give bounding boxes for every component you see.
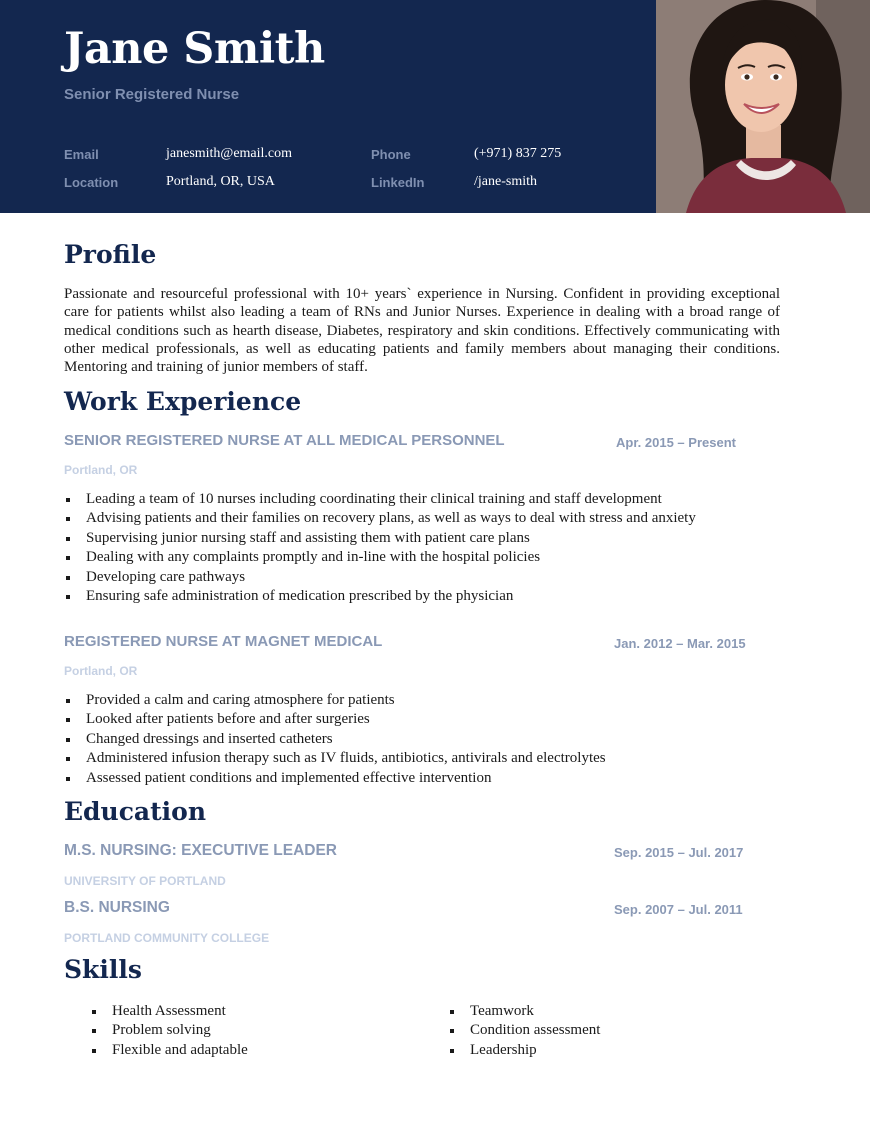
- job-2-location: Portland, OR: [64, 664, 138, 678]
- list-item: Dealing with any complaints promptly and in-line with the hospital policies: [64, 548, 696, 567]
- profile-photo-illustration: [656, 0, 870, 213]
- linkedin-value[interactable]: /jane-smith: [474, 174, 537, 189]
- job-1-location: Portland, OR: [64, 463, 138, 477]
- list-item: Changed dressings and inserted catheters: [64, 730, 606, 749]
- profile-summary: Passionate and resourceful professional with 10+ years` experience in Nursing. Confident in providing exceptional care for patients whilst also leading a team of RNs and Junior Nurses. Experience in dealing with a broad range of medical conditions such as hearth disease, Diabetes, respiratory and skin conditions. Effectively communicating with other medical professionals, as well as educating patients and family members about managing their conditions. Mentoring and training of junior members of staff.: [64, 286, 780, 376]
- list-item: Flexible and adaptable: [90, 1041, 248, 1060]
- list-item: Teamwork: [448, 1002, 600, 1021]
- list-item: Provided a calm and caring atmosphere for patients: [64, 691, 606, 710]
- job-1-dates: Apr. 2015 – Present: [616, 435, 736, 450]
- education-2-degree: B.S. NURSING: [64, 899, 170, 916]
- education-2-school: PORTLAND COMMUNITY COLLEGE: [64, 931, 270, 945]
- list-item: Supervising junior nursing staff and assisting them with patient care plans: [64, 529, 696, 548]
- list-item: Problem solving: [90, 1021, 248, 1040]
- job-1-role: SENIOR REGISTERED NURSE AT ALL MEDICAL PERSONNEL: [64, 432, 505, 449]
- work-experience-heading: Work Experience: [64, 387, 302, 416]
- linkedin-label: LinkedIn: [371, 175, 425, 190]
- education-1-degree: M.S. NURSING: EXECUTIVE LEADER: [64, 842, 337, 859]
- phone-value[interactable]: (+971) 837 275: [474, 146, 562, 161]
- education-1-school: UNIVERSITY OF PORTLAND: [64, 874, 226, 888]
- list-item: Health Assessment: [90, 1002, 248, 1021]
- education-1-dates: Sep. 2015 – Jul. 2017: [614, 845, 744, 860]
- location-label: Location: [64, 175, 119, 190]
- job-2-duties: [64, 691, 606, 788]
- profile-heading: Profile: [64, 240, 157, 269]
- skills-heading: Skills: [64, 955, 142, 984]
- list-item: Looked after patients before and after surgeries: [64, 710, 606, 729]
- email-value[interactable]: janesmith@email.com: [166, 146, 293, 161]
- list-item: Leadership: [448, 1041, 600, 1060]
- job-1-duties: [64, 490, 696, 606]
- skills-list-right: [448, 1002, 600, 1060]
- email-label: Email: [64, 147, 99, 162]
- profile-photo: [656, 0, 870, 213]
- list-item: Leading a team of 10 nurses including coordinating their clinical training and staff development: [64, 490, 696, 509]
- candidate-title: Senior Registered Nurse: [64, 86, 240, 103]
- phone-label: Phone: [371, 147, 411, 162]
- education-heading: Education: [64, 797, 207, 826]
- list-item: Assessed patient conditions and implemented effective intervention: [64, 769, 606, 788]
- list-item: Developing care pathways: [64, 568, 696, 587]
- location-value: Portland, OR, USA: [166, 174, 275, 189]
- job-2-dates: Jan. 2012 – Mar. 2015: [614, 636, 746, 651]
- candidate-name: Jane Smith: [64, 24, 325, 74]
- job-2-role: REGISTERED NURSE AT MAGNET MEDICAL: [64, 633, 383, 650]
- list-item: Ensuring safe administration of medication prescribed by the physician: [64, 587, 696, 606]
- list-item: Condition assessment: [448, 1021, 600, 1040]
- list-item: Advising patients and their families on recovery plans, as well as ways to deal with stress and anxiety: [64, 509, 696, 528]
- skills-list-left: [90, 1002, 248, 1060]
- header-band: [0, 0, 656, 213]
- list-item: Administered infusion therapy such as IV fluids, antibiotics, antivirals and electrolytes: [64, 749, 606, 768]
- education-2-dates: Sep. 2007 – Jul. 2011: [614, 902, 743, 917]
